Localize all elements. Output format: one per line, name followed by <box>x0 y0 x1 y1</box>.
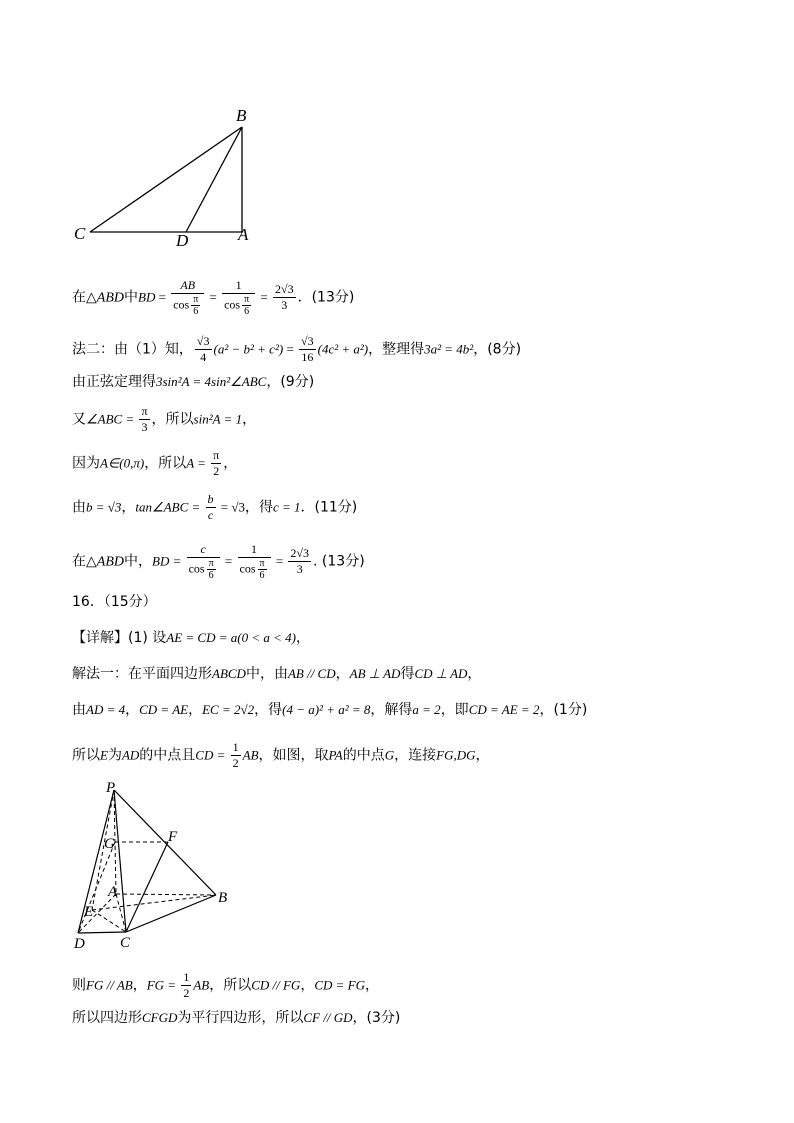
math: b = √3 <box>86 499 122 515</box>
math: (4c² + a²) <box>317 341 369 357</box>
math: ABD <box>96 290 124 306</box>
text-line-9 <box>72 628 310 648</box>
text: ，所以 <box>151 411 194 428</box>
math: (4 − a)² + a² = 8 <box>282 702 371 717</box>
fraction: $\frac{\pi}{2}$ <box>213 448 220 478</box>
text: ，即 <box>440 702 469 718</box>
math: AD = 4 <box>86 702 126 717</box>
text-line-4 <box>72 404 256 435</box>
text: 为 <box>107 747 122 764</box>
text: ，连接 <box>394 747 437 764</box>
text: ，如图，取 <box>258 747 329 764</box>
math: sin²A = 1 <box>193 411 243 427</box>
text: ， <box>335 666 350 682</box>
vertex-label-A: A <box>108 884 118 900</box>
text-line-14 <box>72 1008 400 1028</box>
math: A = <box>186 455 210 471</box>
math: AB <box>193 977 210 993</box>
text: 的中点且 <box>139 747 196 764</box>
text: 由正弦定理得 <box>72 374 156 390</box>
text: 【详解】(1) 设 <box>72 630 167 646</box>
text: 得 <box>400 666 415 682</box>
text: ，(3分) <box>352 1010 401 1026</box>
math: G <box>384 747 395 763</box>
text: 则 <box>72 977 86 994</box>
text: ， <box>188 702 203 718</box>
math: CD // FG <box>251 977 301 993</box>
segment-BD <box>186 127 242 232</box>
text: ， <box>300 977 315 994</box>
vertex-label-D: D <box>176 231 189 250</box>
math: FG,DG <box>436 747 476 763</box>
fraction: $\frac{2√3}{3}$ <box>290 546 310 576</box>
text: . (13分) <box>313 553 365 570</box>
vertex-label-B: B <box>218 890 228 906</box>
text: ，得 <box>254 702 283 718</box>
text-line-3 <box>72 372 314 392</box>
text: ， <box>132 977 147 994</box>
text: 中 <box>124 289 138 306</box>
math: CD = AE = 2 <box>468 702 540 717</box>
text: ．(13分) <box>297 289 355 306</box>
text: 为平行四边形，所以 <box>177 1010 304 1026</box>
math: CFGD <box>142 1010 178 1025</box>
math: 3sin²A = 4sin²∠ABC <box>156 374 267 389</box>
math: (a² − b² + c²) <box>213 341 284 357</box>
fraction: 1 cos $\frac{\pi}{6}$ <box>222 278 255 317</box>
math: FG = <box>146 977 180 993</box>
text: ，得 <box>244 499 273 516</box>
pyramid-figure <box>70 778 240 953</box>
text-line-5 <box>72 448 237 479</box>
edge-DC <box>78 932 126 933</box>
text: ，(9分) <box>266 374 315 390</box>
text: 因为 <box>72 455 100 472</box>
vertex-label-G: G <box>104 836 115 852</box>
segment-CB <box>90 127 242 232</box>
math: c = 1 <box>272 499 301 515</box>
fraction: $\frac{2√3}{3}$ <box>275 282 294 312</box>
fraction: $\frac{b}{c}$ <box>207 492 214 522</box>
math: AE = CD = a(0 < a < 4) <box>166 630 296 645</box>
text: ，(1分) <box>539 702 588 718</box>
vertex-label-D: D <box>74 936 85 952</box>
text: 在△ <box>72 289 97 306</box>
text: 在△ <box>72 553 97 570</box>
math: CD = AE <box>139 702 189 717</box>
math: AD <box>121 747 140 763</box>
text: 又 <box>72 411 86 428</box>
math: PA <box>328 747 343 763</box>
fraction: c cos $\frac{\pi}{6}$ <box>187 542 220 581</box>
math: BD <box>138 289 156 305</box>
math: 3a² = 4b² <box>424 341 474 357</box>
text: 由 <box>72 499 86 516</box>
math: EC = 2√2 <box>202 702 255 717</box>
text: 16．（15分） <box>72 594 157 610</box>
text: 由 <box>72 702 86 718</box>
math: AB // CD <box>287 666 336 681</box>
math: AB ⊥ AD <box>349 666 401 681</box>
math: AB <box>242 747 259 763</box>
text-line-1: 在△ABD中BD = AB cos $\frac{\pi}{6}$ = 1 cos $\frac{\pi}{6}$ = $\frac{2√3}{3}$ ．(13分) <box>72 278 355 317</box>
math: ABCD <box>212 666 246 681</box>
math: a = 2 <box>412 702 441 717</box>
triangle-figure <box>70 100 270 250</box>
text-line-12 <box>72 740 490 771</box>
fraction: AB cos $\frac{\pi}{6}$ <box>171 278 204 317</box>
text: ．(11分) <box>300 499 358 516</box>
text: 所以四边形 <box>72 1010 142 1026</box>
text-line-11 <box>72 700 587 720</box>
text: ，解得 <box>370 702 413 718</box>
math: CD ⊥ AD <box>414 666 468 681</box>
text-line-13 <box>72 970 379 1001</box>
text: ， <box>125 702 140 718</box>
math: ∠ABC = <box>86 411 138 427</box>
vertex-label-C: C <box>74 224 86 243</box>
text: 中，由 <box>245 666 288 682</box>
text: 的中点 <box>342 747 385 764</box>
vertex-label-B: B <box>236 106 247 125</box>
math: BD = <box>152 553 185 569</box>
vertex-label-E: E <box>84 904 94 920</box>
text: ， <box>223 455 238 472</box>
text: 法二：由（1）知， <box>72 341 193 358</box>
text: 中， <box>124 553 152 570</box>
math: FG // AB <box>86 977 133 993</box>
fraction: $\frac{\pi}{3}$ <box>141 404 148 434</box>
fraction: $\frac{√3}{16}$ <box>301 334 314 364</box>
fraction: $\frac{1}{2}$ <box>183 970 190 1000</box>
math: A∈(0,π) <box>100 455 145 471</box>
vertex-label-P: P <box>106 780 116 796</box>
text: ， <box>242 411 257 428</box>
text: ， <box>121 499 136 516</box>
text: ， <box>467 666 482 682</box>
problem-number <box>72 592 157 612</box>
text: 解法一：在平面四边形 <box>72 666 212 682</box>
fraction: $\frac{√3}{4}$ <box>196 334 210 364</box>
text-line-6: 由b = √3，tan∠ABC = $\frac{b}{c}$ = √3，得c = 1．(11分) <box>72 492 358 522</box>
math: CF // GD <box>303 1010 353 1025</box>
math: CD = <box>195 747 229 763</box>
edge-AB <box>116 894 216 895</box>
fraction: $\frac{1}{2}$ <box>232 740 239 770</box>
text: 所以 <box>72 747 100 764</box>
text: ，所以 <box>209 977 252 994</box>
math: CD = FG <box>314 977 365 993</box>
fraction: 1 cos $\frac{\pi}{6}$ <box>238 542 271 581</box>
edge-CF <box>126 842 168 932</box>
math: E <box>100 747 108 763</box>
text: ， <box>475 747 490 764</box>
text: ，(8分) <box>473 341 522 358</box>
text-line-7: 在△ABD中，BD = c cos $\frac{\pi}{6}$ = 1 cos $\frac{\pi}{6}$ = $\frac{2√3}{3}$ . (13分) <box>72 542 365 581</box>
text: ， <box>365 977 379 994</box>
text: ， <box>295 630 310 646</box>
edge-EC <box>92 910 126 932</box>
vertex-label-F: F <box>168 829 178 845</box>
text: ，所以 <box>144 455 187 472</box>
math: ABD <box>96 554 124 570</box>
text-line-2: 法二：由（1）知， $\frac{√3}{4}$ (a² − b² + c²) = $\frac{√3}{16}$ (4c² + a²)，整理得3a² = 4b²，(8分) <box>72 334 522 364</box>
text-line-10 <box>72 664 481 684</box>
vertex-label-C: C <box>120 935 131 951</box>
math: tan∠ABC = <box>135 499 204 515</box>
text: ，整理得 <box>368 341 425 358</box>
vertex-label-A: A <box>238 225 249 244</box>
